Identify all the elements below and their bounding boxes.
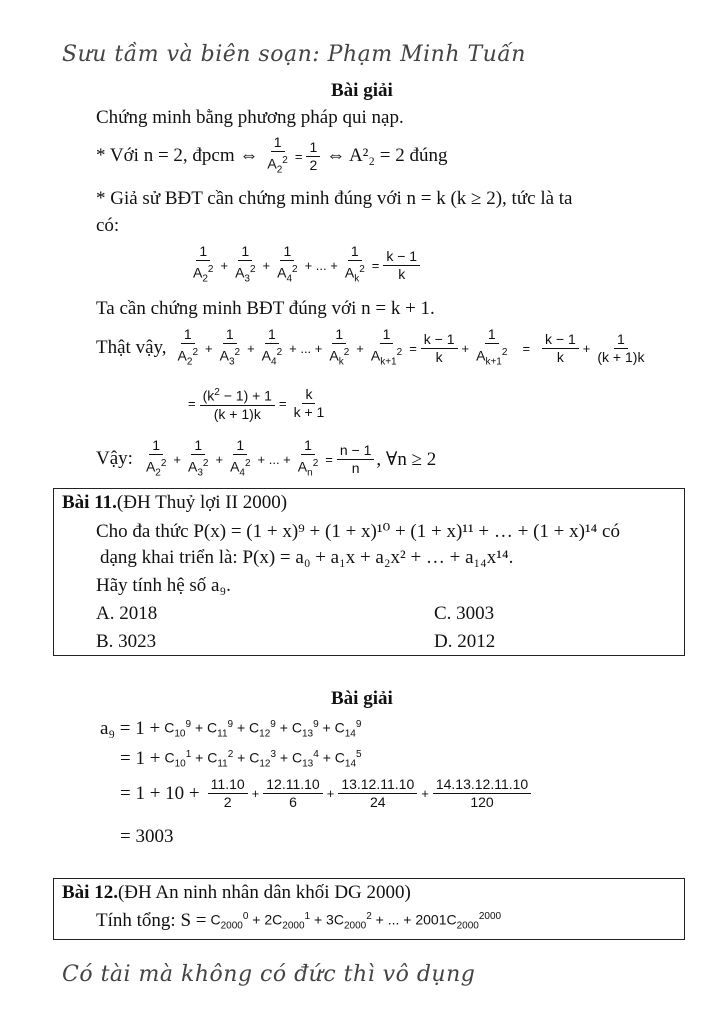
option-c: C. 3003 xyxy=(434,603,495,624)
solution-title: Bài giải xyxy=(331,80,393,101)
a9-line3: = 1 + 10 + $\frac{11.10}{2}$ + $\frac{12.11.10}{6}$ + $\frac{13.12.11.10}{24}$ + $\frac{14.13.12.11.10}{120}$ xyxy=(120,776,533,811)
a9-lhs: a₉ = 1 + xyxy=(100,718,161,739)
problem-12-line: Tính tổng: S = $C_{2000}^0 + 2C_{2000}^1 + 3C_{2000}^2$ + ... + $2001C_{2000}^{2000}$ xyxy=(96,910,502,932)
option-a: A. 2018 xyxy=(96,603,158,624)
assume-line: * Giả sử BĐT cần chứng minh đúng với n = k (k ≥ 2), tức là ta xyxy=(96,188,573,209)
intro-line: Chứng minh bằng phương pháp qui nạp. xyxy=(96,107,404,128)
problem-12-heading xyxy=(62,882,411,904)
conclusion-line: Vậy: $\frac{1}{A_2^2}$ + $\frac{1}{A_3^2}$ + $\frac{1}{A_4^2}$ + ... + $\frac{1}{A_n^2}$ = $\frac{n - 1}{n}$ , ∀n ≥ 2 xyxy=(96,437,437,479)
option-d: D. 2012 xyxy=(434,631,496,652)
a9-line3-lhs: = 1 + 10 + xyxy=(120,782,200,804)
need-line: Ta cần chứng minh BĐT đúng với n = k + 1. xyxy=(96,298,435,319)
page-header: Sưu tầm và biên soạn: Phạm Minh Tuấn xyxy=(62,42,526,67)
conclusion-label: Vậy: xyxy=(96,448,133,470)
problem-11-heading xyxy=(62,492,287,514)
indeed-line: Thật vậy, $\frac{1}{A_2^2}$ + $\frac{1}{A_3^2}$ + $\frac{1}{A_4^2}$ + ... + $\frac{1}{A_k^2}$ + $\frac{1}{A_{k+1}^2}$ = $\frac{k - 1}{k}$ + $\frac{1}{A_{k+1}^2}$ = $\frac{k - 1}{k}$ + $\frac{1}{(k + 1)k}$ xyxy=(96,326,645,368)
hypothesis-equation: $\frac{1}{A_2^2}$ + $\frac{1}{A_3^2}$ + $\frac{1}{A_4^2}$ + ... + $\frac{1}{A_k^2}$ = $\frac{k - 1}{k}$ xyxy=(188,243,422,287)
case-n2-suffix: ⇔ A²₂ = 2 đúng xyxy=(326,145,448,167)
problem-11-title: Bài 11. xyxy=(62,492,117,513)
problem-11-line2: dạng khai triển là: P(x) = a₀ + a₁x + a₂x² + … + a₁₄x¹⁴. xyxy=(100,547,514,568)
a9-line2: = 1 + $C_{10}^1 + C_{11}^2 + C_{12}^3 + C_{13}^4 + C_{14}^5$ xyxy=(120,748,362,770)
a9-result: = 3003 xyxy=(120,826,174,847)
problem-12-source: (ĐH An ninh nhân dân khối DG 2000) xyxy=(117,882,411,903)
problem-12-title: Bài 12. xyxy=(62,882,118,903)
conclusion-tail: , ∀n ≥ 2 xyxy=(376,448,437,470)
a9-line2-lhs: = 1 + xyxy=(120,748,161,769)
simplify-line: = $\frac{(k^2 - 1) + 1}{(k + 1)k}$ = $\frac{k}{k + 1}$ xyxy=(188,385,325,422)
case-n2-prefix: * Với n = 2, đpcm ⇔ xyxy=(96,145,259,167)
fraction: $\frac{1}{2}$ xyxy=(306,139,320,174)
page-footer: Có tài mà không có đức thì vô dụng xyxy=(62,962,476,987)
solution-2-title: Bài giải xyxy=(331,688,393,709)
case-n2-line: * Với n = 2, đpcm ⇔ $\frac{1}{A_2^2}$ = $\frac{1}{2}$ ⇔ A²₂ = 2 đúng xyxy=(96,134,447,178)
assume-line-2: có: xyxy=(96,215,120,236)
a9-line1: a₉ = 1 + $C_{10}^9 + C_{11}^9 + C_{12}^9 + C_{13}^9 + C_{14}^9$ xyxy=(100,718,362,740)
problem-11-source: (ĐH Thuỷ lợi II 2000) xyxy=(116,492,288,513)
option-b: B. 3023 xyxy=(96,631,157,652)
problem-12-text: Tính tổng: S = xyxy=(96,910,207,931)
indeed-label: Thật vậy, xyxy=(96,337,167,359)
problem-11-line3: Hãy tính hệ số a₉. xyxy=(96,575,231,596)
fraction: $\frac{1}{A_2^2}$ xyxy=(267,134,288,176)
problem-11-line1: Cho đa thức P(x) = (1 + x)⁹ + (1 + x)¹⁰ + (1 + x)¹¹ + … + (1 + x)¹⁴ có xyxy=(96,521,620,542)
